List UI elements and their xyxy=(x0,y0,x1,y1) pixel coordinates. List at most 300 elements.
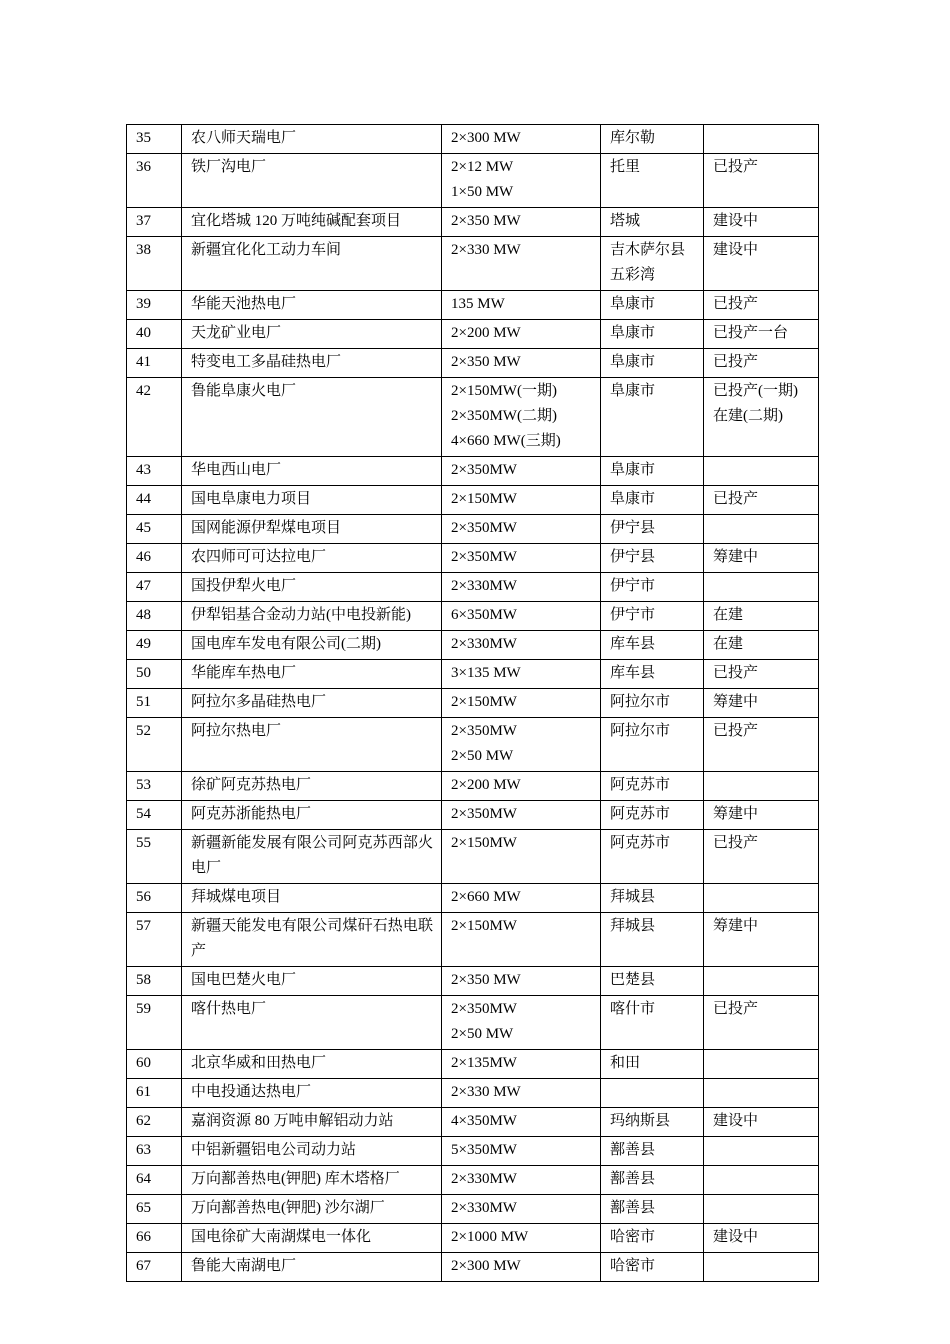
capacity-line: 2×350MW xyxy=(451,806,517,822)
location-line: 伊宁市 xyxy=(610,607,656,623)
location-line: 阜康市 xyxy=(610,462,656,478)
location-line: 喀什市 xyxy=(610,1001,656,1017)
status-line: 筹建中 xyxy=(713,549,759,565)
plant-name-cell xyxy=(182,573,442,602)
plant-name: 伊犁铝基合金动力站(中电投新能) xyxy=(191,607,411,623)
status-cell xyxy=(704,967,819,996)
plant-name: 国投伊犁火电厂 xyxy=(191,578,297,594)
status-cell xyxy=(704,1108,819,1137)
location-cell xyxy=(601,320,704,349)
status-cell xyxy=(704,457,819,486)
plant-name-cell xyxy=(182,378,442,457)
capacity-line: 4×350MW xyxy=(451,1113,517,1129)
row-number-cell: 63 xyxy=(127,1137,182,1166)
status-cell xyxy=(704,320,819,349)
table-row xyxy=(127,378,819,457)
capacity-cell xyxy=(442,660,601,689)
plant-name: 鲁能阜康火电厂 xyxy=(191,383,297,399)
table-row xyxy=(127,208,819,237)
location-line: 阜康市 xyxy=(610,491,656,507)
location-line: 伊宁市 xyxy=(610,578,656,594)
status-line: 已投产 xyxy=(713,1001,759,1017)
plant-name: 国网能源伊犁煤电项目 xyxy=(191,520,342,536)
capacity-line: 2×660 MW xyxy=(451,889,521,905)
row-number-cell: 44 xyxy=(127,486,182,515)
location-cell xyxy=(601,1050,704,1079)
plant-name: 华能库车热电厂 xyxy=(191,665,297,681)
plant-name-cell xyxy=(182,349,442,378)
plant-name-cell xyxy=(182,913,442,967)
plant-name: 国电库车发电有限公司(二期) xyxy=(191,636,381,652)
row-number-cell: 47 xyxy=(127,573,182,602)
capacity-cell xyxy=(442,801,601,830)
plant-name: 国电巴楚火电厂 xyxy=(191,972,297,988)
table-row xyxy=(127,631,819,660)
plant-name-cell xyxy=(182,967,442,996)
capacity-line: 2×150MW xyxy=(451,918,517,934)
table-row xyxy=(127,801,819,830)
location-line: 塔城 xyxy=(610,213,641,229)
plant-name-cell xyxy=(182,1224,442,1253)
capacity-cell xyxy=(442,291,601,320)
location-cell xyxy=(601,1224,704,1253)
location-cell xyxy=(601,631,704,660)
capacity-line: 2×50 MW xyxy=(451,1026,514,1042)
table-row xyxy=(127,660,819,689)
table-row xyxy=(127,154,819,208)
status-cell xyxy=(704,689,819,718)
table-row xyxy=(127,602,819,631)
row-number-cell: 49 xyxy=(127,631,182,660)
capacity-line: 2×350MW xyxy=(451,520,517,536)
plant-name: 华能天池热电厂 xyxy=(191,296,297,312)
capacity-line: 2×330 MW xyxy=(451,1084,521,1100)
table-row xyxy=(127,1195,819,1224)
capacity-line: 2×150MW(一期) xyxy=(451,383,557,399)
status-line: 在建 xyxy=(713,607,744,623)
location-line: 鄯善县 xyxy=(610,1200,656,1216)
plant-name: 喀什热电厂 xyxy=(191,1001,267,1017)
table-row xyxy=(127,967,819,996)
plant-name-cell xyxy=(182,1253,442,1282)
capacity-line: 2×350MW xyxy=(451,1001,517,1017)
plant-name-cell xyxy=(182,660,442,689)
plant-name-cell xyxy=(182,320,442,349)
location-cell xyxy=(601,718,704,772)
location-cell xyxy=(601,573,704,602)
plant-name-cell xyxy=(182,291,442,320)
table-row xyxy=(127,689,819,718)
capacity-cell xyxy=(442,573,601,602)
capacity-cell xyxy=(442,1253,601,1282)
capacity-cell xyxy=(442,967,601,996)
status-line: 建设中 xyxy=(713,1113,759,1129)
capacity-cell xyxy=(442,1050,601,1079)
status-cell xyxy=(704,718,819,772)
capacity-line: 2×50 MW xyxy=(451,748,514,764)
location-line: 拜城县 xyxy=(610,889,656,905)
row-number-cell: 45 xyxy=(127,515,182,544)
plant-name: 中电投通达热电厂 xyxy=(191,1084,312,1100)
status-cell xyxy=(704,544,819,573)
location-line: 哈密市 xyxy=(610,1229,656,1245)
plant-name-cell xyxy=(182,1079,442,1108)
row-number-cell: 36 xyxy=(127,154,182,208)
plant-name: 中铝新疆铝电公司动力站 xyxy=(191,1142,357,1158)
location-line: 和田 xyxy=(610,1055,641,1071)
table-row xyxy=(127,830,819,884)
status-line: 筹建中 xyxy=(713,694,759,710)
table-row xyxy=(127,486,819,515)
row-number-cell: 54 xyxy=(127,801,182,830)
plant-name: 特变电工多晶硅热电厂 xyxy=(191,354,342,370)
plant-name: 新疆天能发电有限公司煤矸石热电联产 xyxy=(191,918,433,959)
status-line: 建设中 xyxy=(713,213,759,229)
plant-name-cell xyxy=(182,544,442,573)
status-line: 筹建中 xyxy=(713,918,759,934)
plant-name: 阿拉尔热电厂 xyxy=(191,723,282,739)
row-number-cell: 48 xyxy=(127,602,182,631)
status-cell xyxy=(704,486,819,515)
capacity-line: 2×330 MW xyxy=(451,242,521,258)
table-row xyxy=(127,772,819,801)
location-line: 阿克苏市 xyxy=(610,835,671,851)
capacity-cell xyxy=(442,1195,601,1224)
table-row xyxy=(127,515,819,544)
power-plant-table xyxy=(126,124,819,1282)
location-line: 阿克苏市 xyxy=(610,777,671,793)
capacity-cell xyxy=(442,772,601,801)
location-cell xyxy=(601,544,704,573)
table-row xyxy=(127,1166,819,1195)
location-cell xyxy=(601,378,704,457)
location-cell xyxy=(601,125,704,154)
table-row xyxy=(127,349,819,378)
status-cell xyxy=(704,154,819,208)
status-line: 已投产(一期) xyxy=(713,383,798,399)
row-number-cell: 46 xyxy=(127,544,182,573)
capacity-line: 2×350MW xyxy=(451,462,517,478)
status-cell xyxy=(704,125,819,154)
status-cell xyxy=(704,996,819,1050)
capacity-cell xyxy=(442,830,601,884)
location-cell xyxy=(601,884,704,913)
status-line: 筹建中 xyxy=(713,806,759,822)
row-number-cell: 51 xyxy=(127,689,182,718)
plant-name-cell xyxy=(182,515,442,544)
location-line: 托里 xyxy=(610,159,641,175)
plant-name: 嘉润资源 80 万吨申解铝动力站 xyxy=(191,1113,394,1129)
plant-name: 天龙矿业电厂 xyxy=(191,325,282,341)
capacity-line: 2×300 MW xyxy=(451,130,521,146)
capacity-cell xyxy=(442,1079,601,1108)
location-line: 伊宁县 xyxy=(610,549,656,565)
location-line: 库车县 xyxy=(610,636,656,652)
capacity-line: 2×350 MW xyxy=(451,213,521,229)
plant-name-cell xyxy=(182,1137,442,1166)
status-line: 已投产 xyxy=(713,159,759,175)
capacity-line: 2×200 MW xyxy=(451,325,521,341)
location-cell xyxy=(601,1166,704,1195)
capacity-cell xyxy=(442,208,601,237)
status-cell xyxy=(704,884,819,913)
row-number-cell: 52 xyxy=(127,718,182,772)
status-cell xyxy=(704,602,819,631)
capacity-cell xyxy=(442,1108,601,1137)
location-line: 吉木萨尔县 xyxy=(610,242,686,258)
row-number-cell: 50 xyxy=(127,660,182,689)
status-cell xyxy=(704,208,819,237)
capacity-line: 5×350MW xyxy=(451,1142,517,1158)
location-cell xyxy=(601,457,704,486)
capacity-line: 2×200 MW xyxy=(451,777,521,793)
plant-name-cell xyxy=(182,602,442,631)
plant-name-cell xyxy=(182,457,442,486)
capacity-line: 2×350 MW xyxy=(451,354,521,370)
plant-name: 农四师可可达拉电厂 xyxy=(191,549,327,565)
table-row xyxy=(127,1079,819,1108)
location-cell xyxy=(601,830,704,884)
capacity-cell xyxy=(442,631,601,660)
location-cell xyxy=(601,515,704,544)
status-cell xyxy=(704,913,819,967)
capacity-cell xyxy=(442,237,601,291)
status-cell xyxy=(704,378,819,457)
capacity-cell xyxy=(442,913,601,967)
plant-name-cell xyxy=(182,631,442,660)
status-cell xyxy=(704,573,819,602)
location-cell xyxy=(601,237,704,291)
capacity-line: 2×330MW xyxy=(451,1200,517,1216)
capacity-line: 3×135 MW xyxy=(451,665,521,681)
capacity-cell xyxy=(442,602,601,631)
capacity-cell xyxy=(442,1137,601,1166)
capacity-line: 4×660 MW(三期) xyxy=(451,433,561,449)
capacity-line: 2×300 MW xyxy=(451,1258,521,1274)
status-cell xyxy=(704,1050,819,1079)
status-line: 已投产一台 xyxy=(713,325,789,341)
location-cell xyxy=(601,913,704,967)
row-number-cell: 60 xyxy=(127,1050,182,1079)
plant-name-cell xyxy=(182,801,442,830)
capacity-cell xyxy=(442,718,601,772)
status-line: 建设中 xyxy=(713,242,759,258)
status-cell xyxy=(704,1166,819,1195)
location-cell xyxy=(601,602,704,631)
status-cell xyxy=(704,660,819,689)
location-cell xyxy=(601,996,704,1050)
table-row xyxy=(127,884,819,913)
location-line: 鄯善县 xyxy=(610,1142,656,1158)
plant-name: 农八师天瑞电厂 xyxy=(191,130,297,146)
capacity-cell xyxy=(442,349,601,378)
location-line: 阜康市 xyxy=(610,325,656,341)
status-line: 已投产 xyxy=(713,723,759,739)
location-line: 库尔勒 xyxy=(610,130,656,146)
power-plant-table-body xyxy=(127,125,819,1282)
table-row xyxy=(127,457,819,486)
status-line: 已投产 xyxy=(713,296,759,312)
location-cell xyxy=(601,291,704,320)
location-cell xyxy=(601,967,704,996)
capacity-line: 2×150MW xyxy=(451,491,517,507)
table-row xyxy=(127,1253,819,1282)
capacity-line: 2×350MW(二期) xyxy=(451,408,557,424)
location-line: 五彩湾 xyxy=(610,267,656,283)
table-row xyxy=(127,291,819,320)
row-number-cell: 62 xyxy=(127,1108,182,1137)
plant-name-cell xyxy=(182,1050,442,1079)
capacity-line: 6×350MW xyxy=(451,607,517,623)
row-number-cell: 37 xyxy=(127,208,182,237)
table-row xyxy=(127,913,819,967)
status-cell xyxy=(704,1195,819,1224)
plant-name-cell xyxy=(182,718,442,772)
location-cell xyxy=(601,1079,704,1108)
table-row xyxy=(127,125,819,154)
location-line: 阿拉尔市 xyxy=(610,723,671,739)
row-number-cell: 61 xyxy=(127,1079,182,1108)
capacity-line: 1×50 MW xyxy=(451,184,514,200)
capacity-line: 135 MW xyxy=(451,296,505,312)
plant-name: 宜化塔城 120 万吨纯碱配套项目 xyxy=(191,213,402,229)
location-cell xyxy=(601,1253,704,1282)
capacity-line: 2×330MW xyxy=(451,636,517,652)
capacity-line: 2×350MW xyxy=(451,549,517,565)
location-line: 阜康市 xyxy=(610,354,656,370)
plant-name: 新疆新能发展有限公司阿克苏西部火电厂 xyxy=(191,835,433,876)
capacity-line: 2×150MW xyxy=(451,694,517,710)
location-cell xyxy=(601,772,704,801)
capacity-cell xyxy=(442,544,601,573)
status-cell xyxy=(704,631,819,660)
capacity-line: 2×330MW xyxy=(451,578,517,594)
location-line: 阿拉尔市 xyxy=(610,694,671,710)
capacity-cell xyxy=(442,515,601,544)
capacity-cell xyxy=(442,884,601,913)
location-cell xyxy=(601,689,704,718)
status-cell xyxy=(704,801,819,830)
status-line: 在建 xyxy=(713,636,744,652)
capacity-cell xyxy=(442,1166,601,1195)
table-row xyxy=(127,237,819,291)
status-cell xyxy=(704,772,819,801)
status-cell xyxy=(704,1137,819,1166)
status-cell xyxy=(704,1253,819,1282)
capacity-line: 2×350 MW xyxy=(451,972,521,988)
capacity-cell xyxy=(442,125,601,154)
location-line: 阜康市 xyxy=(610,383,656,399)
plant-name: 拜城煤电项目 xyxy=(191,889,282,905)
table-row xyxy=(127,1224,819,1253)
capacity-line: 2×330MW xyxy=(451,1171,517,1187)
row-number-cell: 65 xyxy=(127,1195,182,1224)
plant-name-cell xyxy=(182,1108,442,1137)
plant-name-cell xyxy=(182,125,442,154)
location-cell xyxy=(601,208,704,237)
plant-name: 国电徐矿大南湖煤电一体化 xyxy=(191,1229,372,1245)
location-cell xyxy=(601,349,704,378)
status-line: 已投产 xyxy=(713,354,759,370)
plant-name: 万向鄯善热电(钾肥) 沙尔湖厂 xyxy=(191,1200,385,1216)
plant-name: 铁厂沟电厂 xyxy=(191,159,267,175)
plant-name-cell xyxy=(182,772,442,801)
status-line: 在建(二期) xyxy=(713,408,783,424)
capacity-line: 2×135MW xyxy=(451,1055,517,1071)
plant-name-cell xyxy=(182,996,442,1050)
plant-name-cell xyxy=(182,208,442,237)
plant-name-cell xyxy=(182,689,442,718)
table-row xyxy=(127,573,819,602)
row-number-cell: 42 xyxy=(127,378,182,457)
plant-name: 万向鄯善热电(钾肥) 库木塔格厂 xyxy=(191,1171,400,1187)
row-number-cell: 40 xyxy=(127,320,182,349)
plant-name-cell xyxy=(182,486,442,515)
row-number-cell: 57 xyxy=(127,913,182,967)
plant-name: 国电阜康电力项目 xyxy=(191,491,312,507)
capacity-cell xyxy=(442,457,601,486)
location-line: 巴楚县 xyxy=(610,972,656,988)
row-number-cell: 41 xyxy=(127,349,182,378)
location-cell xyxy=(601,801,704,830)
capacity-cell xyxy=(442,154,601,208)
capacity-cell xyxy=(442,320,601,349)
status-cell xyxy=(704,1079,819,1108)
capacity-cell xyxy=(442,1224,601,1253)
table-row xyxy=(127,1108,819,1137)
row-number-cell: 58 xyxy=(127,967,182,996)
status-line: 已投产 xyxy=(713,835,759,851)
row-number-cell: 43 xyxy=(127,457,182,486)
location-line: 拜城县 xyxy=(610,918,656,934)
location-cell xyxy=(601,154,704,208)
location-line: 玛纳斯县 xyxy=(610,1113,671,1129)
location-cell xyxy=(601,660,704,689)
table-row xyxy=(127,1050,819,1079)
plant-name-cell xyxy=(182,154,442,208)
status-line: 已投产 xyxy=(713,665,759,681)
location-cell xyxy=(601,1195,704,1224)
location-line: 哈密市 xyxy=(610,1258,656,1274)
capacity-line: 2×350MW xyxy=(451,723,517,739)
plant-name: 北京华威和田热电厂 xyxy=(191,1055,327,1071)
table-row xyxy=(127,320,819,349)
plant-name: 华电西山电厂 xyxy=(191,462,282,478)
row-number-cell: 38 xyxy=(127,237,182,291)
table-row xyxy=(127,544,819,573)
plant-name-cell xyxy=(182,1166,442,1195)
status-cell xyxy=(704,515,819,544)
location-line: 阿克苏市 xyxy=(610,806,671,822)
status-cell xyxy=(704,291,819,320)
capacity-cell xyxy=(442,689,601,718)
capacity-cell xyxy=(442,378,601,457)
row-number-cell: 39 xyxy=(127,291,182,320)
location-line: 阜康市 xyxy=(610,296,656,312)
status-cell xyxy=(704,349,819,378)
location-cell xyxy=(601,1137,704,1166)
row-number-cell: 66 xyxy=(127,1224,182,1253)
location-line: 鄯善县 xyxy=(610,1171,656,1187)
location-cell xyxy=(601,1108,704,1137)
capacity-line: 2×12 MW xyxy=(451,159,514,175)
status-cell xyxy=(704,237,819,291)
status-cell xyxy=(704,1224,819,1253)
row-number-cell: 67 xyxy=(127,1253,182,1282)
plant-name-cell xyxy=(182,237,442,291)
plant-name-cell xyxy=(182,884,442,913)
plant-name: 新疆宜化化工动力车间 xyxy=(191,242,342,258)
